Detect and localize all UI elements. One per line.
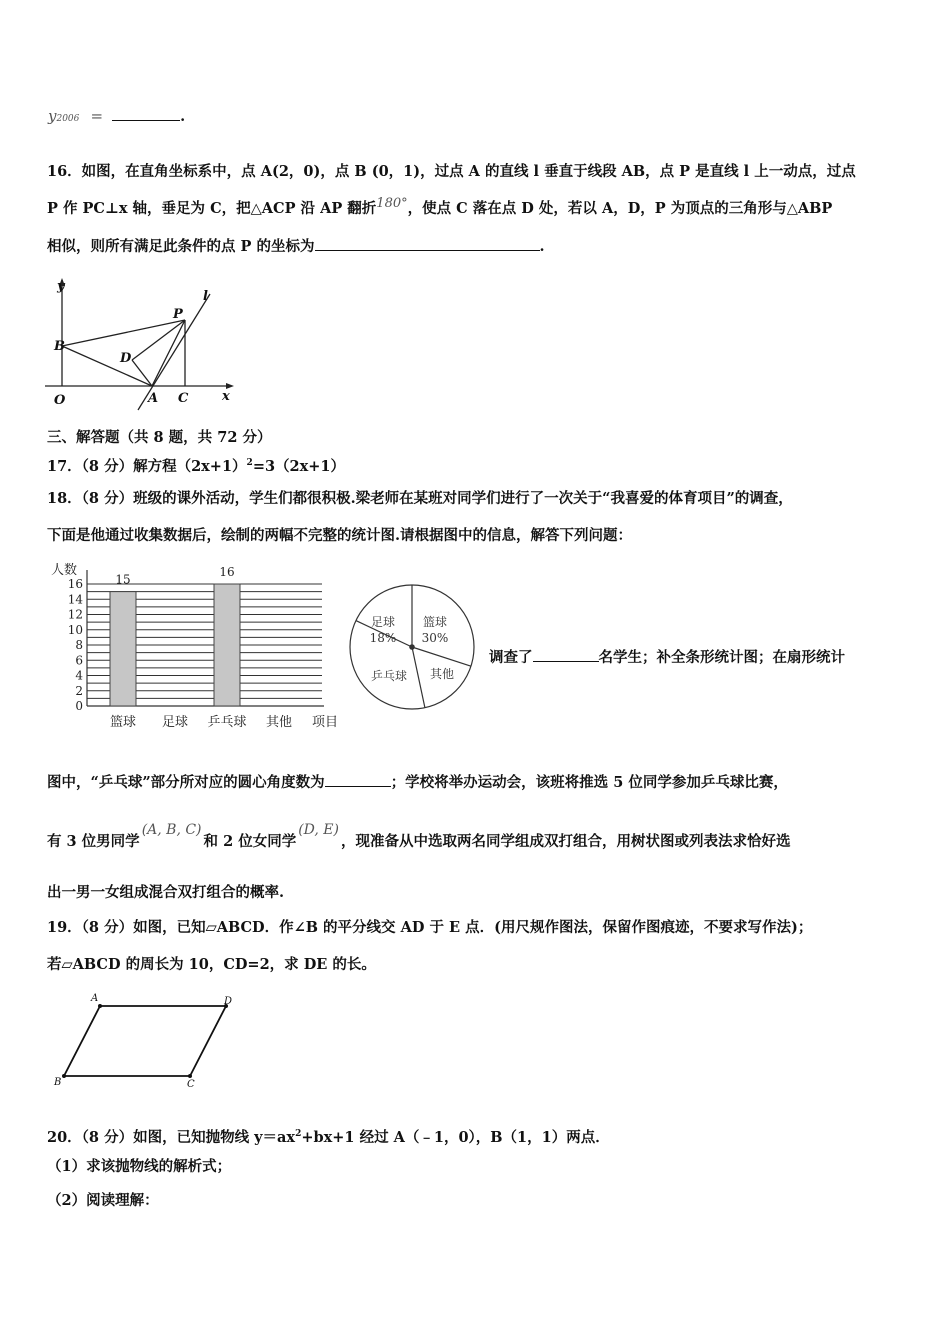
label-D: D [120, 351, 132, 366]
bar-chart [40, 556, 340, 736]
q18-line5-a: 有 3 位男同学 [47, 833, 140, 850]
pie-slice-label: 乒乓球 [370, 669, 408, 683]
y-symbol: y [48, 107, 57, 125]
q17-text-a: 17．（8 分）解方程（2x+1） [47, 457, 247, 475]
label-A: A [148, 391, 159, 406]
group-girls: (D, E) [298, 822, 339, 838]
q20-part2: （2）阅读理解： [47, 1192, 159, 1209]
x-tick-label: 其他 [265, 715, 293, 730]
x-tick-label: 足球 [161, 715, 189, 730]
q16-line3 [47, 236, 545, 257]
q20-line1 [47, 1124, 610, 1148]
parallelogram-figure [48, 990, 248, 1090]
answer-blank[interactable] [325, 772, 391, 787]
y-axis-title: 人数 [51, 563, 78, 578]
q18-line4 [47, 772, 788, 793]
y-subscript: 2006 [56, 114, 80, 124]
q18-line5-b: 和 2 位女同学 [203, 833, 297, 850]
y-tick-label: 8 [75, 638, 83, 652]
y-tick-label: 6 [75, 653, 83, 668]
bar [110, 592, 136, 706]
bar [214, 584, 240, 706]
y-tick-label: 0 [75, 699, 83, 713]
bar-value-label: 15 [115, 572, 131, 587]
group-boys: (A, B, C) [141, 822, 202, 838]
section-heading: 三、解答题（共 8 题，共 72 分） [47, 429, 272, 446]
pie-chart [345, 580, 480, 715]
q17-text-b: =3（2x+1） [252, 457, 346, 475]
period: . [539, 238, 545, 255]
x-axis-title: 项目 [312, 715, 339, 730]
q18-line5 [47, 822, 791, 852]
x-tick-label: 篮球 [109, 715, 137, 730]
q18-line1: 18．（8 分）班级的课外活动，学生们都很积极.梁老师在某班对同学们进行了一次关于“我喜爱的体育项目”的调查， [47, 490, 793, 507]
segment-PA [152, 320, 185, 386]
q18-side-text [489, 647, 845, 668]
y-tick-label: 4 [75, 668, 83, 683]
y-tick-label: 14 [67, 592, 83, 607]
label-l: l [203, 289, 208, 304]
y-tick-label: 12 [67, 607, 83, 622]
pie-slice-label: 其他 [429, 667, 455, 681]
q16-line2 [47, 196, 833, 220]
equals-sign: = [90, 107, 104, 125]
segment-BA [62, 346, 152, 386]
q18-line4-a: 图中，“乒乓球”部分所对应的圆心角度数为 [47, 774, 325, 791]
q20-line1-a: 20．（8 分）如图，已知抛物线 y＝ax [47, 1128, 296, 1146]
q20-part1: （1）求该抛物线的解析式； [47, 1158, 232, 1175]
q19-line1: 19．（8 分）如图，已知▱ABCD．作∠B 的平分线交 AD 于 E 点．(用尺规作图法，保留作图痕迹，不要求写作法)； [47, 919, 813, 936]
pie-slice-percent: 30% [421, 631, 449, 645]
vertex-C: C [187, 1079, 195, 1090]
segment-BP [62, 320, 185, 346]
pie-slice-label: 足球 [370, 615, 396, 629]
vertex-D: D [224, 996, 233, 1007]
answer-blank[interactable] [315, 236, 540, 251]
angle-180: 180° [376, 196, 408, 211]
q19-line2: 若▱ABCD 的周长为 10，CD=2，求 DE 的长。 [47, 956, 376, 973]
vertex-A: A [91, 993, 99, 1004]
bar-value-label: 16 [219, 565, 235, 579]
q18-side-a: 调查了 [489, 649, 533, 666]
y-tick-label: 16 [67, 577, 83, 591]
label-P: P [173, 307, 183, 322]
vertex-B: B [54, 1077, 62, 1088]
label-B: B [54, 339, 65, 354]
label-C: C [178, 391, 189, 406]
q18-line6: 出一男一女组成混合双打组合的概率. [47, 884, 285, 901]
y-tick-label: 10 [67, 622, 83, 637]
q18-line4-b: ；学校将举办运动会，该班将推选 5 位同学参加乒乓球比赛， [390, 774, 788, 791]
q17 [47, 453, 345, 477]
q18-line2: 下面是他通过收集数据后，绘制的两幅不完整的统计图.请根据图中的信息，解答下列问题： [47, 527, 633, 544]
period: . [180, 108, 186, 125]
x-tick-label: 乒乓球 [207, 715, 247, 730]
pie-center [410, 645, 414, 649]
q16-line2-a: P 作 PC⊥x 轴，垂足为 C，把△ACP 沿 AP 翻折 [47, 200, 377, 217]
q18-line5-c: ，现准备从中选取两名同学组成双打组合，用树状图或列表法求恰好选 [341, 833, 791, 850]
parallelogram-ABCD [64, 1006, 226, 1076]
q16-figure [40, 276, 240, 411]
q20-line1-b: +bx+1 经过 A（﹣1，0），B（1，1）两点． [301, 1128, 610, 1146]
q20-sup: 2 [295, 1129, 302, 1139]
q18-side-b: 名学生；补全条形统计图；在扇形统计 [598, 649, 845, 666]
y-tick-label: 2 [75, 683, 83, 698]
label-x: x [222, 389, 230, 404]
q17-sup: 2 [246, 458, 253, 468]
q16-line2-b: ，使点 C 落在点 D 处，若以 A，D，P 为顶点的三角形与△ABP [407, 200, 833, 217]
answer-blank[interactable] [112, 106, 180, 121]
answer-blank[interactable] [533, 647, 599, 662]
q16-line3-text: 相似，则所有满足此条件的点 P 的坐标为 [47, 238, 315, 255]
pie-slice-percent: 18% [369, 631, 397, 645]
y2006-line [48, 106, 185, 129]
q16-line1: 16．如图，在直角坐标系中，点 A(2，0)，点 B (0，1)，过点 A 的直线 l 垂直于线段 AB，点 P 是直线 l 上一动点，过点 [47, 163, 856, 180]
label-y: y [57, 279, 65, 294]
label-O: O [54, 393, 66, 408]
pie-slice-label: 篮球 [422, 615, 448, 629]
